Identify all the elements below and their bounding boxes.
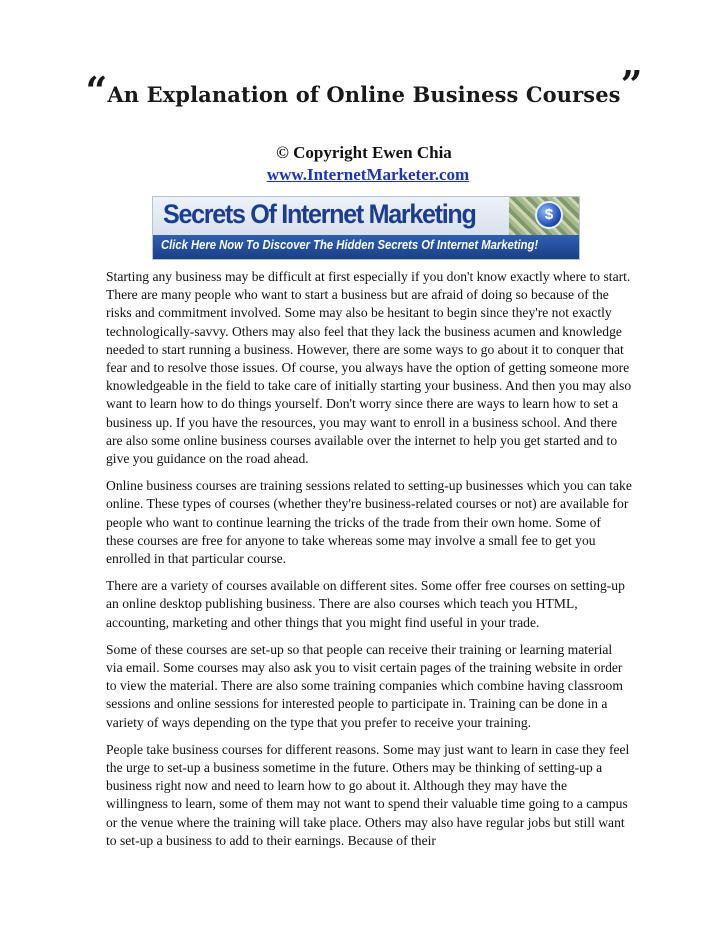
paragraph: Starting any business may be difficult at first especially if you don't know exactly where to start. There are many people who want to start a business but are afraid of doing so because of the risks and commitment involved. Some may also be hesitant to begin since they're not exactly technologically-savvy. Others may also feel that they lack the business acumen and knowledge needed to start running a business. However, there are some ways to go about it to conquer that fear and to resolve those issues. Of course, you always have the option of getting someone more knowledgeable in the field to take care of initially starting your business. And then you may also want to learn how to do things yourself. Don't worry since there are ways to learn how to set a business up. If you have the resources, you may want to enroll in a business school. And there are also some online business courses available over the internet to help you get started and to give you guidance on the road ahead.: [106, 269, 632, 467]
dollar-coin-icon: $: [535, 201, 563, 229]
title-block: [0, 62, 728, 113]
paragraph: People take business courses for different reasons. Some may just want to learn in case they feel the urge to set-up a business sometime in the future. Others may be thinking of setting-up a business right now and need to learn how to go about it. Although they may have the willingness to learn, some of them may not want to spend their valuable time going to a campus or the venue where the training will take place. Others may also have regular jobs but still want to set-up a business to add to their earnings. Because of their: [106, 741, 630, 848]
article-body: [106, 268, 632, 859]
paragraph: Online business courses are training sessions related to setting-up businesses which you can take online. These types of courses (whether they're business-related courses or not) are available for people who want to continue learning the tricks of the trade from their own home. Some of these courses are free for anyone to take whereas some may involve a small fee to get you enrolled in that particular course.: [106, 478, 632, 567]
banner-headline: Secrets Of Internet Marketing: [163, 199, 476, 229]
ad-banner[interactable]: [152, 196, 580, 260]
document-title: [85, 62, 643, 113]
close-quote: ”: [620, 62, 643, 107]
paragraph: Some of these courses are set-up so that people can receive their training or learning material via email. Some courses may also ask you to visit certain pages of the training website in order to view the material. There are also some training companies which combine having classroom sessions and online sessions for interested people to participate in. Training can be done in a variety of ways depending on the type that you prefer to receive your training.: [106, 641, 623, 730]
open-quote: “: [85, 68, 108, 113]
website-link[interactable]: www.InternetMarketer.com: [266, 165, 470, 184]
paragraph: There are a variety of courses available on different sites. Some offer free courses on setting-up an online desktop publishing business. There are also courses which teach you HTML, accounting, marketing and other things that you might find useful in your trade.: [106, 578, 625, 630]
banner-cta-text[interactable]: Click Here Now To Discover The Hidden Secrets Of Internet Marketing!: [161, 238, 539, 252]
copyright-notice: © Copyright Ewen Chia: [276, 143, 452, 162]
copyright-block: [0, 142, 728, 186]
document-title-text: An Explanation of Online Business Courses: [107, 82, 621, 107]
